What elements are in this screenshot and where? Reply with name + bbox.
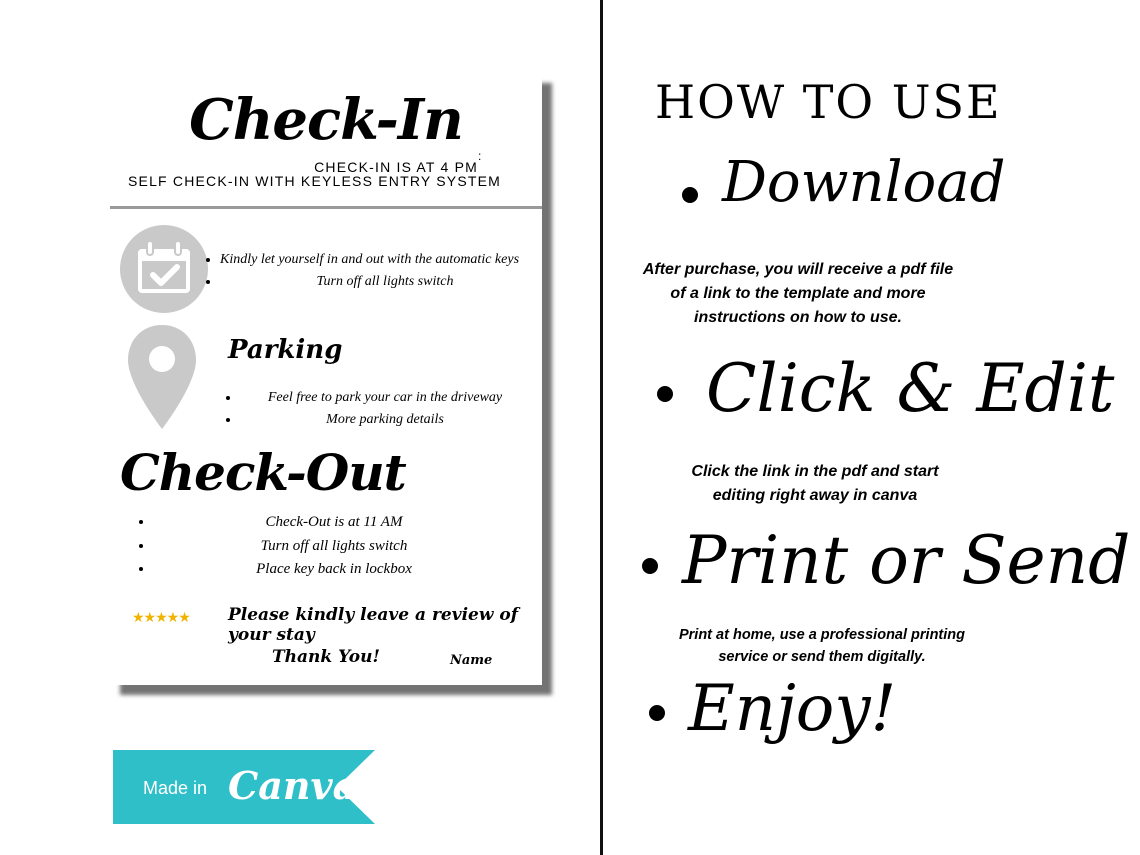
description-line: Print at home, use a professional printing <box>678 627 965 643</box>
self-checkin-text: SELF CHECK-IN WITH KEYLESS ENTRY SYSTEM <box>128 173 502 189</box>
description-line: editing right away in canva <box>712 487 918 504</box>
list-item: • More parking details <box>240 409 530 431</box>
checkout-list <box>154 511 514 582</box>
calendar-check-icon <box>120 225 208 313</box>
description-line: instructions on how to use. <box>694 309 902 326</box>
checkin-list <box>220 249 550 293</box>
thank-you-text: Thank You! <box>272 647 380 667</box>
star-rating-icon: ★★★★★ <box>132 609 190 625</box>
step-click-edit-title: Click & Edit <box>706 350 1115 427</box>
colon-mark: : <box>478 149 482 163</box>
list-item: • Turn off all lights switch <box>154 535 514 559</box>
list-item: • Kindly let yourself in and out with the automatic keys <box>220 249 550 271</box>
list-item: • Place key back in lockbox <box>154 558 514 582</box>
canva-logo: Canva <box>228 763 358 808</box>
step-print-send-title: Print or Send <box>682 522 1131 599</box>
description-line: After purchase, you will receive a pdf file <box>642 261 954 278</box>
description-line: service or send them digitally. <box>718 649 926 665</box>
step-click-edit-description <box>630 460 1000 508</box>
bullet-dot <box>642 558 658 574</box>
location-pin-icon <box>126 323 198 433</box>
step-download-title: Download <box>722 150 1006 215</box>
checkout-title: Check-Out <box>120 443 406 502</box>
step-print-send-description <box>624 624 1020 668</box>
card-title: Check-In <box>189 87 463 153</box>
step-enjoy-title: Enjoy! <box>688 672 897 746</box>
checkin-time: CHECK-IN IS AT 4 PM <box>314 159 478 175</box>
step-download-description <box>608 258 988 330</box>
bullet-dot <box>682 187 698 203</box>
bullet-dot <box>657 386 673 402</box>
review-request: Please kindly leave a review of your stay <box>228 605 519 645</box>
parking-title: Parking <box>228 335 343 365</box>
bullet-dot <box>649 705 665 721</box>
list-item: • Turn off all lights switch <box>220 271 550 293</box>
checkin-card <box>110 73 542 685</box>
parking-list <box>240 387 530 431</box>
name-label: Name <box>450 653 493 668</box>
header-rule <box>110 206 542 209</box>
list-item: • Check-Out is at 11 AM <box>154 511 514 535</box>
vertical-divider <box>600 0 603 855</box>
list-item: • Feel free to park your car in the driveway <box>240 387 530 409</box>
description-line: of a link to the template and more <box>670 285 926 302</box>
how-to-use-title: HOW TO USE <box>655 75 1002 129</box>
description-line: Click the link in the pdf and start <box>691 463 939 480</box>
made-in-text: Made in <box>143 778 208 798</box>
